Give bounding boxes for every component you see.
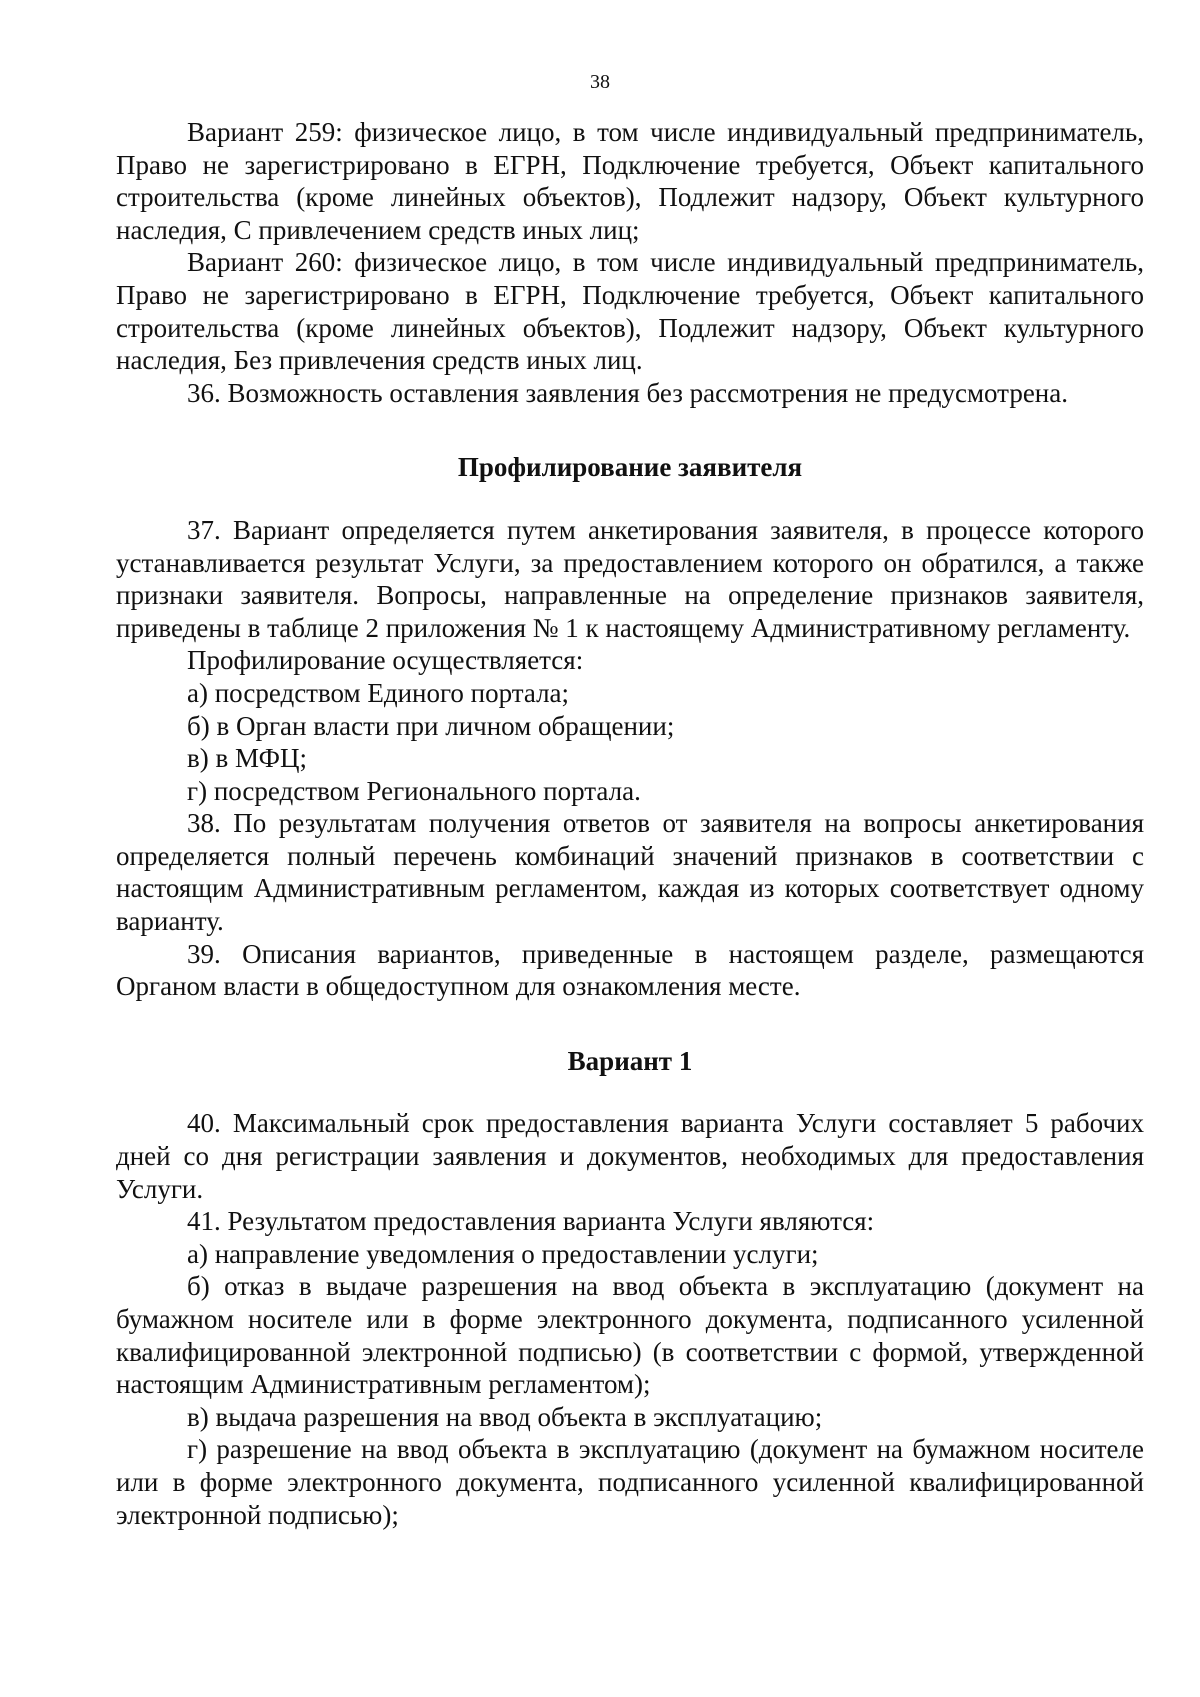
paragraph-variant-259: Вариант 259: физическое лицо, в том числе индивидуальный предприниматель, Право не зарегистрировано в ЕГРН, Подключение требуется, Объект капитального строительства (кроме линейных объектов), Подлежит надзору, Объект культурного наследия, С привлечением средств иных лиц; (116, 117, 1144, 245)
result-item-b: б) отказ в выдаче разрешения на ввод объекта в эксплуатацию (документ на бумажном носителе или в форме электронного документа, подписанного усиленной квалифицированной электронной подписью) (в соответствии с формой, утвержденной настоящим Административным регламентом); (116, 1271, 1144, 1400)
result-item-a: а) направление уведомления о предоставлении услуги; (187, 1238, 819, 1269)
list-item-g: г) посредством Регионального портала. (187, 775, 641, 806)
section-heading-variant-1: Вариант 1 (567, 1045, 693, 1076)
paragraph-36: 36. Возможность оставления заявления без рассмотрения не предусмотрена. (187, 377, 1068, 408)
list-item-b: б) в Орган власти при личном обращении; (187, 710, 675, 741)
paragraph-39: 39. Описания вариантов, приведенные в настоящем разделе, размещаются Органом власти в общедоступном для ознакомления месте. (116, 938, 1144, 1002)
paragraph-40: 40. Максимальный срок предоставления варианта Услуги составляет 5 рабочих дней со дня регистрации заявления и документов, необходимых для предоставления Услуги. (116, 1108, 1144, 1204)
list-item-a: а) посредством Единого портала; (187, 677, 570, 708)
result-item-g: г) разрешение на ввод объекта в эксплуатацию (документ на бумажном носителе или в форме электронного документа, подписанного усиленной квалифицированной электронной подписью); (116, 1434, 1144, 1530)
document-body (116, 116, 1144, 1531)
page-number: 38 (590, 71, 610, 93)
paragraph-profiling-intro: Профилирование осуществляется: (187, 645, 584, 676)
result-item-v: в) выдача разрешения на ввод объекта в эксплуатацию; (187, 1401, 823, 1432)
paragraph-38: 38. По результатам получения ответов от заявителя на вопросы анкетирования определяется полный перечень комбинаций значений признаков в соответствии с настоящим Административным регламентом, каждая из которых соответствует одному варианту. (116, 808, 1144, 937)
paragraph-variant-260: Вариант 260: физическое лицо, в том числе индивидуальный предприниматель, Право не зарегистрировано в ЕГРН, Подключение требуется, Объект капитального строительства (кроме линейных объектов), Подлежит надзору, Объект культурного наследия, Без привлечения средств иных лиц. (116, 247, 1144, 376)
section-heading-profiling: Профилирование заявителя (457, 452, 803, 483)
paragraph-41: 41. Результатом предоставления варианта Услуги являются: (187, 1206, 875, 1237)
list-item-v: в) в МФЦ; (187, 743, 307, 774)
paragraph-37: 37. Вариант определяется путем анкетирования заявителя, в процессе которого устанавливается результат Услуги, за предоставлением которого он обратился, а также признаки заявителя. Вопросы, направленные на определение признаков заявителя, приведены в таблице 2 приложения № 1 к настоящему Административному регламенту. (116, 514, 1144, 643)
